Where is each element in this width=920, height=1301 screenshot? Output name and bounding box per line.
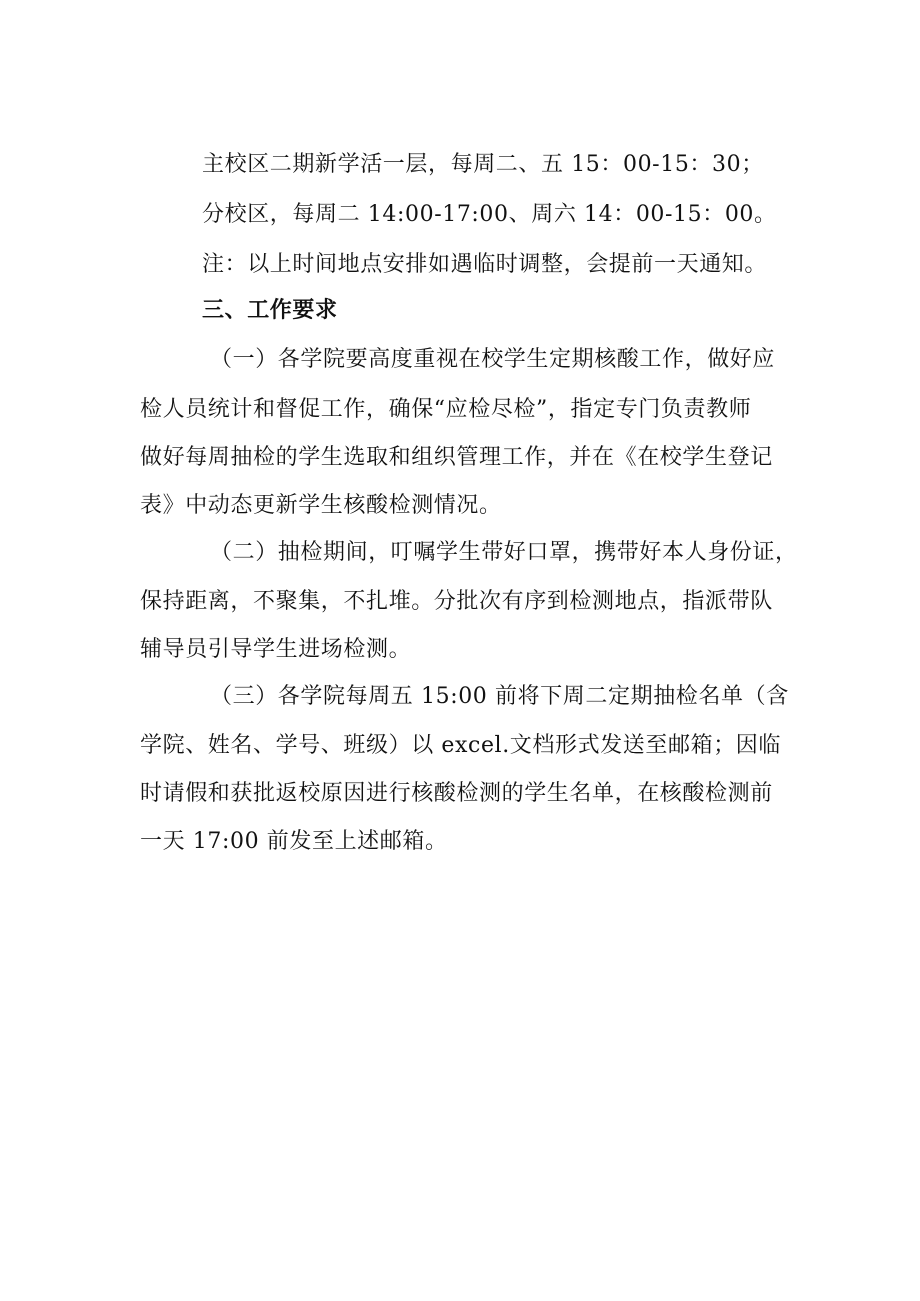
paragraph-3-line-1: （三）各学院每周五 15:00 前将下周二定期抽检名单（含 [210,684,789,709]
schedule-note: 注：以上时间地点安排如遇临时调整，会提前一天通知。 [202,252,768,277]
paragraph-3-line-3: 时请假和获批返校原因进行核酸检测的学生名单，在核酸检测前 [140,781,773,806]
section-heading-work-requirements: 三、工作要求 [202,297,338,323]
paragraph-1-line-1: （一）各学院要高度重视在校学生定期核酸工作，做好应 [210,347,776,372]
schedule-branch-campus: 分校区，每周二 14:00-17:00、周六 14：00-15：00。 [202,202,777,227]
paragraph-1-line-3: 做好每周抽检的学生选取和组织管理工作，并在《在校学生登记 [140,445,773,470]
paragraph-1-line-2: 检人员统计和督促工作，确保“应检尽检”，指定专门负责教师 [140,397,752,422]
paragraph-3-line-4: 一天 17:00 前发至上述邮箱。 [140,829,448,854]
paragraph-1-line-4: 表》中动态更新学生核酸检测情况。 [140,493,502,518]
paragraph-2-line-2: 保持距离，不聚集，不扎堆。分批次有序到检测地点，指派带队 [140,589,773,614]
schedule-main-campus: 主校区二期新学活一层，每周二、五 15：00-15：30； [202,152,764,177]
paragraph-2-line-3: 辅导员引导学生进场检测。 [140,637,412,662]
paragraph-3-line-2: 学院、姓名、学号、班级）以 excel.文档形式发送至邮箱；因临 [140,733,781,758]
paragraph-2-line-1: （二）抽检期间，叮嘱学生带好口罩，携带好本人身份证， [210,540,798,565]
